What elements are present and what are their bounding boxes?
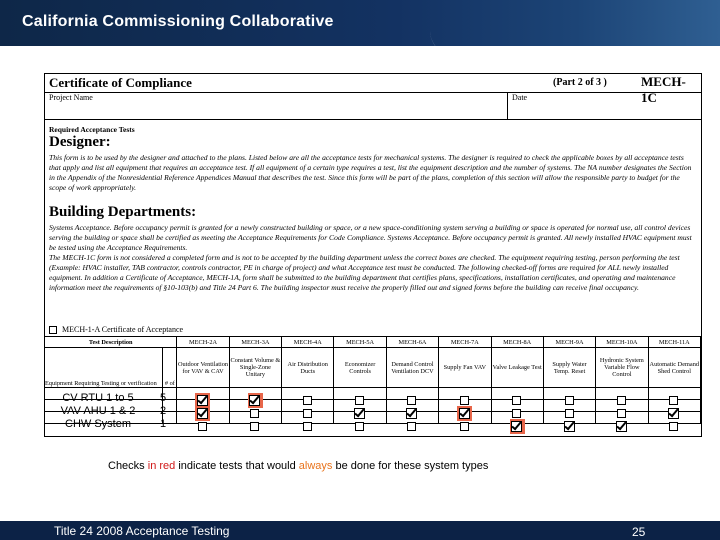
mech-1a-label: MECH-1-A Certificate of Acceptance (62, 325, 184, 334)
caption (108, 460, 488, 472)
checkbox[interactable] (250, 409, 259, 418)
title-banner (0, 0, 720, 46)
equipment-row-label: CHW System (65, 418, 131, 430)
checkbox[interactable] (617, 396, 626, 405)
mech-code-3: MECH-4A (282, 337, 334, 348)
checked-checkbox[interactable] (354, 408, 365, 419)
checkbox[interactable] (407, 396, 416, 405)
checkbox[interactable] (198, 422, 207, 431)
building-text-2: The MECH-1C form is not considered a completed form and is not to be accepted by the building department unless the correct boxes are checked. The equipment requiring testing, person performing the test (Example: HVAC installer, TAB contractor, controls contractor, PE in charge of project) and what Acceptance test must be conducted. The following checked-off forms are required for ALL newly installed equipment. In addition a Certificate of Acceptance, MECH-1A, form shall be submitted to the building department that certifies plans, specifications, installation certificates, and operating and maintenance information meet the requirements of §10-103(b) and Title 24 Part 6. The building inspector must receive the properly filled out and signed forms before the building can receive final occupancy. (49, 253, 680, 292)
page-number: 25 (632, 525, 646, 539)
mech-code-7: MECH-8A (491, 337, 543, 348)
test-name-7: Valve Leakage Test (491, 348, 543, 388)
checkbox[interactable] (303, 396, 312, 405)
form-code: MECH-1C (641, 74, 686, 105)
mech-1a-checkbox[interactable] (49, 326, 57, 334)
equipment-count: 5 (160, 392, 167, 404)
test-name-4: Economizer Controls (334, 348, 386, 388)
checked-checkbox[interactable] (668, 408, 679, 419)
checkbox[interactable] (303, 409, 312, 418)
mech-code-6: MECH-7A (439, 337, 491, 348)
mech-code-4: MECH-5A (334, 337, 386, 348)
footer-title: Title 24 2008 Acceptance Testing (54, 524, 230, 538)
caption-red-text: in red (147, 460, 176, 472)
count-header: # of (163, 348, 177, 388)
project-row (45, 92, 701, 120)
checkbox[interactable] (250, 422, 259, 431)
equipment-header: Equipment Requiring Testing or verification (45, 348, 163, 388)
checkbox[interactable] (617, 409, 626, 418)
banner-title: California Commissioning Collaborative (22, 13, 334, 30)
test-description-header: Test Description (45, 337, 177, 348)
checked-checkbox[interactable] (249, 395, 260, 406)
equipment-count: 2 (160, 405, 167, 417)
test-name-6: Supply Fan VAV (439, 348, 491, 388)
caption-text-3: be done for these system types (332, 460, 489, 472)
checked-checkbox[interactable] (564, 421, 575, 432)
checked-checkbox[interactable] (616, 421, 627, 432)
mech-code-1: MECH-2A (177, 337, 229, 348)
test-name-2: Constant Volume & Single-Zone Unitary (229, 348, 281, 388)
checkbox[interactable] (303, 422, 312, 431)
equipment-row-label: CV RTU 1 to 5 (62, 392, 134, 404)
mech-1c-form (44, 73, 702, 437)
checkbox[interactable] (512, 396, 521, 405)
building-text-1: Systems Acceptance. Before occupancy permit is granted for a newly constructed building or space, or a new space-conditioning system serving a building or space is operated for normal use, all control devices serving the building or space shall be certified as meeting the Acceptance Requirements for Code Compliance. Systems Acceptance. Before occupancy permit is granted. All newly installed HVAC equipment must be tested using the Acceptance Requirements. (49, 223, 692, 252)
mech-code-8: MECH-9A (543, 337, 595, 348)
footer-bar (0, 521, 720, 540)
test-name-5: Demand Control Ventilation DCV (386, 348, 438, 388)
divider (507, 92, 508, 119)
designer-text: This form is to be used by the designer and attached to the plans. Listed below are all the acceptance tests for mechanical systems. The designer is required to check the applicable boxes by all acceptance tests that apply and list all equipment that requires an acceptance test. If all equipment of a certain type requires a test, list the equipment description and the number of systems. The NA number designates the Section in the Appendix of the Nonresidential Reference Appendices Manual that describes the test. Since this form will be part of the plans, completion of this section will allow the responsible party to budget for the scope of work appropriately. (49, 153, 692, 192)
test-name-10: Automatic Demand Shed Control (648, 348, 700, 388)
caption-text-1: Checks (108, 460, 148, 472)
checkbox[interactable] (460, 422, 469, 431)
mech-code-9: MECH-10A (596, 337, 648, 348)
equipment-count: 1 (160, 418, 167, 430)
form-title: Certificate of Compliance (49, 75, 192, 90)
banner-swoosh (430, 0, 720, 46)
checkbox[interactable] (669, 396, 678, 405)
project-name-label: Project Name (49, 93, 93, 102)
mech-code-10: MECH-11A (648, 337, 700, 348)
checkbox[interactable] (565, 396, 574, 405)
caption-text-2: indicate tests that would (175, 460, 299, 472)
mech-code-2: MECH-3A (229, 337, 281, 348)
checked-checkbox[interactable] (459, 408, 470, 419)
checked-checkbox[interactable] (197, 395, 208, 406)
checked-checkbox[interactable] (406, 408, 417, 419)
required-tests-label: Required Acceptance Tests (49, 125, 135, 134)
form-part: (Part 2 of 3 ) (553, 77, 607, 88)
equipment-row-label: VAV AHU 1 & 2 (60, 405, 136, 417)
checkbox[interactable] (512, 409, 521, 418)
date-label: Date (512, 93, 528, 102)
test-name-1: Outdoor Ventilation for VAV & CAV (177, 348, 229, 388)
checked-checkbox[interactable] (197, 408, 208, 419)
test-name-3: Air Distribution Ducts (282, 348, 334, 388)
checkbox[interactable] (355, 422, 364, 431)
mech-1a-checkbox-row (49, 325, 183, 334)
checkbox[interactable] (669, 422, 678, 431)
mech-code-5: MECH-6A (386, 337, 438, 348)
test-name-8: Supply Water Temp. Reset (543, 348, 595, 388)
checked-checkbox[interactable] (511, 421, 522, 432)
building-heading: Building Departments: (49, 204, 197, 220)
checkbox[interactable] (565, 409, 574, 418)
checkbox[interactable] (460, 396, 469, 405)
test-name-9: Hydronic System Variable Flow Control (596, 348, 648, 388)
checkbox[interactable] (407, 422, 416, 431)
checkbox[interactable] (355, 396, 364, 405)
designer-heading: Designer: (49, 134, 111, 150)
caption-always-text: always (298, 460, 333, 472)
